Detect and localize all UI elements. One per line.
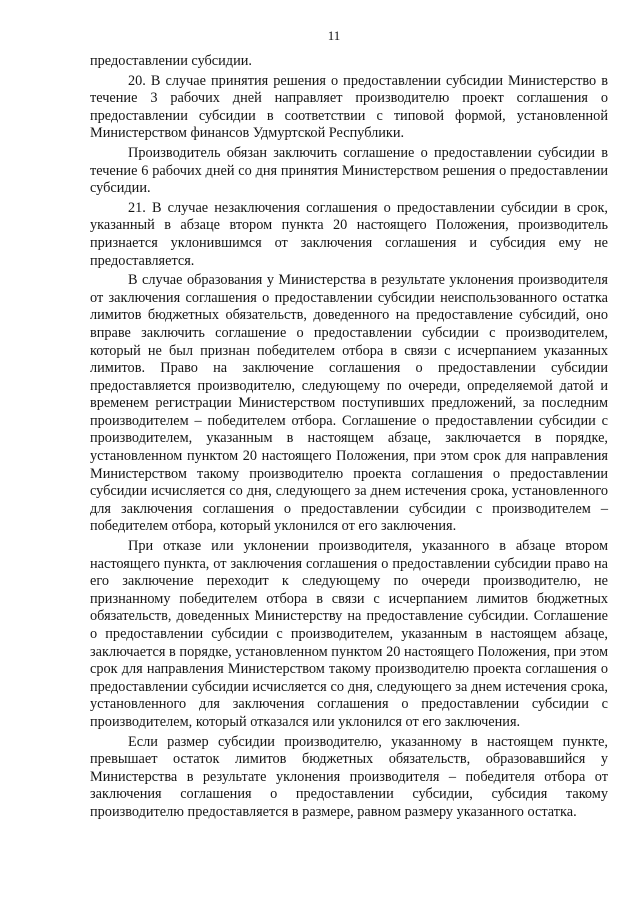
paragraph-refusal: При отказе или уклонении производителя, указанного в абзаце втором настоящего пункта, от заключения соглашения о предоставлении субсидии право на его заключение переходит к следующему по очереди производителю, не признанному победителем отбора в связи с исчерпанием лимитов бюджетных обязательств, доведенных Министерству на предоставление субсидии. Соглашение о предоставлении субсидии с производителем, указанным в настоящем абзаце, заключается в порядке, установленном пунктом 20 настоящего Положения, при этом срок для направления Министерством такому производителю проекта соглашения о предоставлении субсидии исчисляется со дня, следующего за днем истечения срока, установленного для заключения соглашения о предоставлении субсидии с производителем, который отказался или уклонился от его заключения. [90, 538, 608, 730]
page-number: 11 [327, 28, 341, 43]
paragraph-obligation: Производитель обязан заключить соглашение о предоставлении субсидии в течение 6 рабочих дней со дня принятия Министерством решения о предоставлении субсидии. [90, 144, 608, 197]
paragraph-continuation: предоставлении субсидии. [90, 53, 252, 69]
paragraph-item-20: 20. В случае принятия решения о предоставлении субсидии Министерство в течение 3 рабочих дней направляет производителю проект соглашения о предоставлении субсидии в соответствии с типовой формой, установленной Министерством финансов Удмуртской Республики. [90, 72, 608, 142]
paragraph-subsidy-size: Если размер субсидии производителю, указанному в настоящем пункте, превышает остаток лимитов бюджетных обязательств, образовавшийся у Министерства в результате уклонения производителя – победителя отбора от заключения соглашения о предоставлении субсидии, субсидия такому производителю предоставляется в размере, равном размеру указанного остатка. [90, 733, 608, 820]
paragraph-item-21: 21. В случае незаключения соглашения о предоставлении субсидии в срок, указанный в абзаце втором пункта 20 настоящего Положения, производитель признается уклонившимся от заключения соглашения и субсидия ему не предоставляется. [90, 199, 608, 269]
document-body [90, 53, 608, 822]
paragraph-unused-limits: В случае образования у Министерства в результате уклонения производителя от заключения соглашения о предоставлении субсидии неиспользованного остатка лимитов бюджетных обязательств, доведенного на предоставление субсидий, оно вправе заключить соглашение о предоставлении субсидии с производителем, который не был признан победителем отбора в связи с исчерпанием указанных лимитов. Право на заключение соглашения о предоставлении субсидии предоставляется производителю, следующему по очереди, определяемой датой и временем регистрации Министерством поступивших предложений, за последним производителем – победителем отбора. Соглашение о предоставлении субсидии с производителем, указанным в настоящем абзаце, заключается в порядке, установленном пунктом 20 настоящего Положения, при этом срок для направления Министерством такому производителю проекта соглашения о предоставлении субсидии исчисляется со дня, следующего за днем истечения срока, установленного для заключения соглашения о предоставлении субсидии с производителем – победителем отбора, который уклонился от его заключения. [90, 272, 608, 535]
